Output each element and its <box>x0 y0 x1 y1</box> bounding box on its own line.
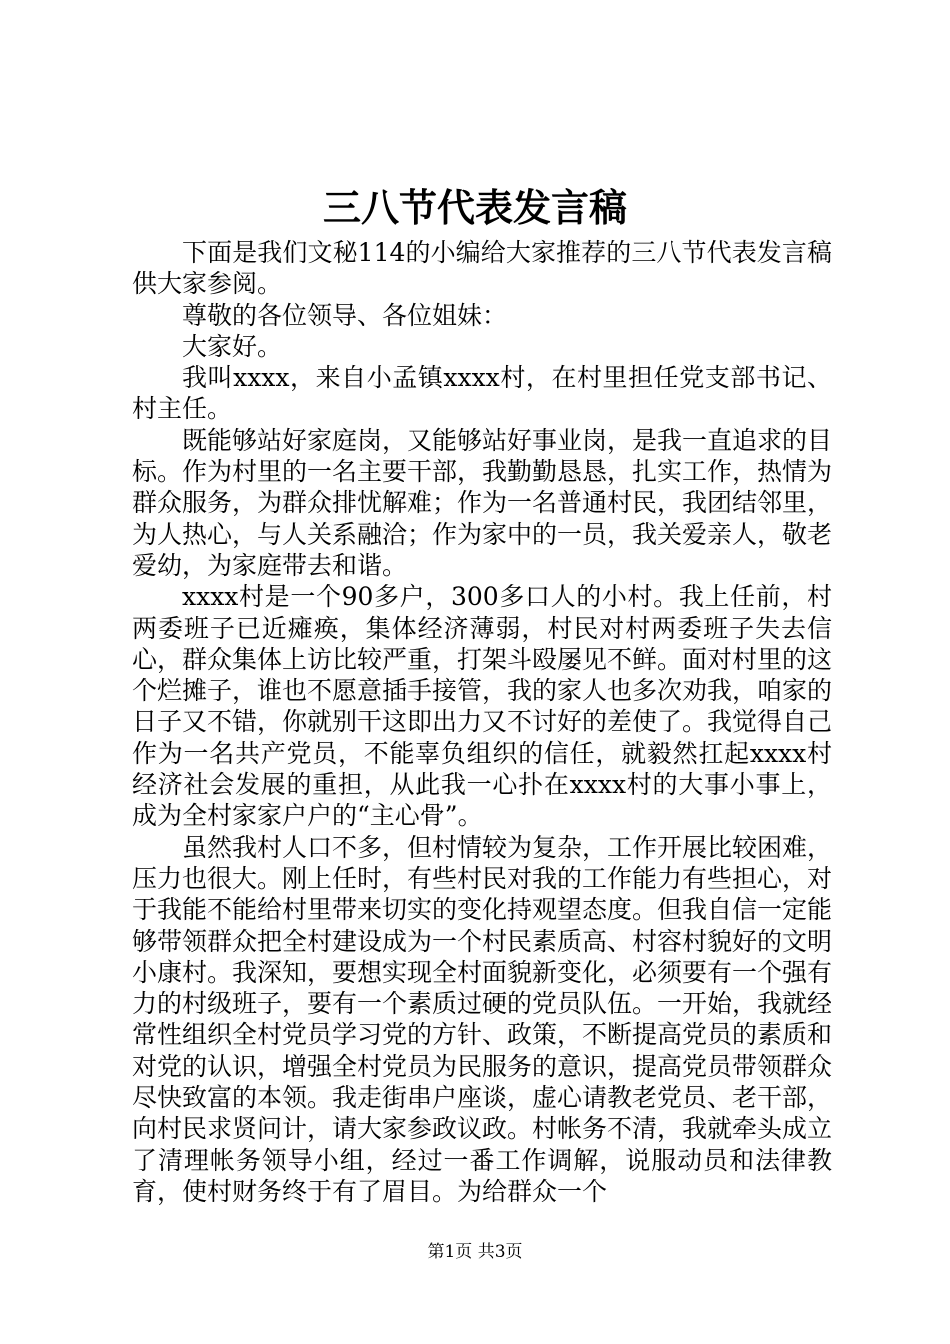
paragraph-salutation: 尊敬的各位领导、各位姐妹： <box>182 300 508 330</box>
page-number-footer: 第1页 共3页 <box>427 1242 523 1262</box>
paragraph-intro: 下面是我们文秘114的小编给大家推荐的三八节代表发言稿供大家参阅。 <box>132 238 832 299</box>
paragraph-self-introduction: 我叫xxxx，来自小孟镇xxxx村，在村里担任党支部书记、村主任。 <box>132 363 832 424</box>
document-body <box>132 237 832 1207</box>
document-title: 三八节代表发言稿 <box>322 185 627 230</box>
paragraph-greeting: 大家好。 <box>182 331 283 361</box>
paragraph-work-efforts: 虽然我村人口不多，但村情较为复杂，工作开展比较困难，压力也很大。刚上任时，有些村民对我的工作能力有些担心，对于我能不能给村里带来切实的变化持观望态度。但我自信一定能够带领群众把全村建设成为一个村民素质高、村容村貌好的文明小康村。我深知，要想实现全村面貌新变化，必须要有一个强有力的村级班子，要有一个素质过硬的党员队伍。一开始，我就经常性组织全村党员学习党的方针、政策，不断提高党员的素质和对党的认识，增强全村党员为民服务的意识，提高党员带领群众尽快致富的本领。我走街串户座谈，虚心请教老党员、老干部，向村民求贤问计，请大家参政议政。村帐务不清，我就牵头成立了清理帐务领导小组，经过一番工作调解，说服动员和法律教育，使村财务终于有了眉目。为给群众一个 <box>132 832 833 1206</box>
paragraph-goal: 既能够站好家庭岗，又能够站好事业岗，是我一直追求的目标。作为村里的一名主要干部，我勤勤恳恳，扎实工作，热情为群众服务，为群众排忧解难；作为一名普通村民，我团结邻里，为人热心，与人关系融洽；作为家中的一员，我关爱亲人，敬老爱幼，为家庭带去和谐。 <box>132 425 833 580</box>
paragraph-village-background: xxxx村是一个90多户，300多口人的小村。我上任前，村两委班子已近瘫痪，集体经济薄弱，村民对村两委班子失去信心，群众集体上访比较严重，打架斗殴屡见不鲜。面对村里的这个烂摊子，谁也不愿意插手接管，我的家人也多次劝我，咱家的日子又不错，你就别干这即出力又不讨好的差使了。我觉得自己作为一名共产党员，不能辜负组织的信任，就毅然扛起xxxx村经济社会发展的重担，从此我一心扑在xxxx村的大事小事上，成为全村家家户户的“主心骨”。 <box>132 582 833 831</box>
